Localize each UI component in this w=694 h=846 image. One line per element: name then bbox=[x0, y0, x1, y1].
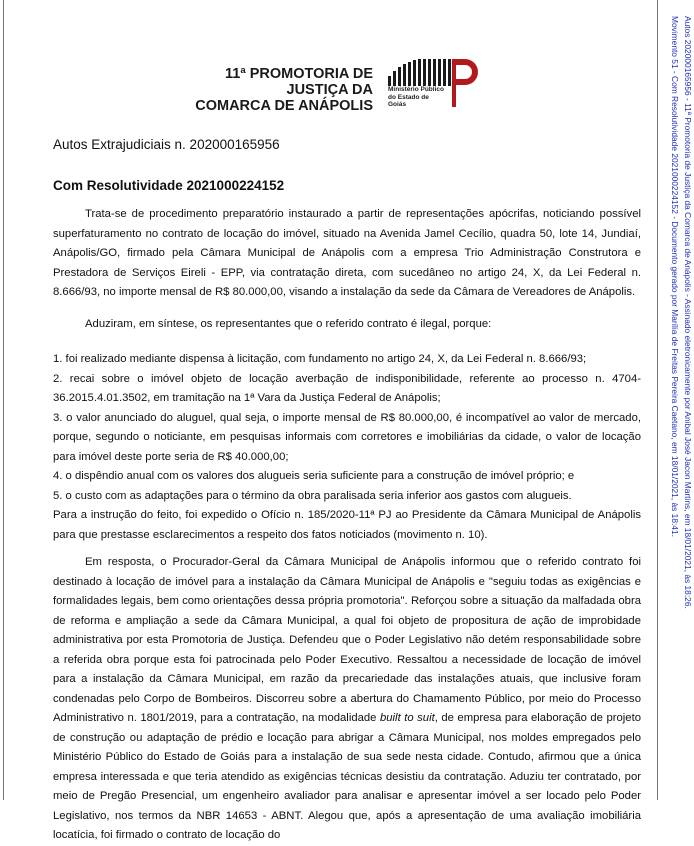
logo-caption-line2: do Estado de Goiás bbox=[388, 93, 429, 108]
resolutividade-heading: Com Resolutividade 2021000224152 bbox=[53, 178, 285, 193]
electronic-signature-stamp bbox=[664, 16, 694, 609]
logo-caption bbox=[388, 86, 448, 109]
autos-number: Autos Extrajudiciais n. 202000165956 bbox=[53, 137, 280, 152]
list-item: 1. foi realizado mediante dispensa à licitação, com fundamento no artigo 24, X, da Lei Federal n. 8.666/93; bbox=[53, 353, 587, 365]
paragraph-3: Para a instrução do feito, foi expedido o Ofício n. 185/2020-11ª PJ ao Presidente da Câmara Municipal de Anápolis para que prestasse esclarecimentos a respeito dos fatos noticiados (movimento n. 10). bbox=[53, 509, 641, 541]
page-border-left bbox=[3, 0, 4, 800]
stamp-line1: Autos 202000165956 - 11ª Promotoria de Justiça da Comarca de Anápolis - Assinado eletronicamente por Anibal José Jacon Martins, em 18/01/2021, às 18:26. bbox=[683, 16, 693, 609]
paragraph-1: Trata-se de procedimento preparatório instaurado a partir de representações apócrifas, noticiando possível superfaturamento no contrato de locação do imóvel, situado na Avenida Jamel Cecílio, quadra 50, lote 14, Jundiaí, Anápolis/GO, firmado pela Câmara Municipal de Anápolis com a empresa Trio Administração Construtora e Prestadora de Serviços Eireli - EPP, via contratação direta, com sucedâneo no artigo 24, X, da Lei Federal n. 8.666/93, no importe mensal de R$ 80.000,00, visando a instalação da sede da Câmara de Vereadores de Anápolis. bbox=[53, 208, 641, 298]
allegations-list bbox=[53, 350, 641, 545]
list-item: 4. o dispêndio anual com os valores dos alugueis seria suficiente para a construção de imóvel próprio; e bbox=[53, 470, 575, 482]
logo-caption-line1: Ministério Público bbox=[388, 86, 444, 93]
list-item: 3. o valor anunciado do aluguel, qual seja, o importe mensal de R$ 80.000,00, é incompatível ao valor de mercado, porque, segundo o noticiante, em pesquisas informais com corretores e imobiliárias da cidade, o valor de locação para imóvel deste porte seria de R$ 40.000,00; bbox=[53, 411, 641, 463]
page-border-right bbox=[657, 0, 658, 800]
promotoria-title-line1: 11ª PROMOTORIA DE JUSTIÇA DA bbox=[225, 66, 373, 98]
paragraph-2: Aduziram, em síntese, os representantes que o referido contrato é ilegal, porque: bbox=[85, 318, 492, 330]
list-item: 5. o custo com as adaptações para o término da obra paralisada seria inferior aos gastos com alugueis. bbox=[53, 489, 572, 502]
promotoria-title bbox=[160, 66, 373, 114]
promotoria-title-line2: COMARCA DE ANÁPOLIS bbox=[195, 98, 373, 114]
paragraph-4-italic: built to suit bbox=[379, 712, 435, 724]
stamp-line2: Movimento 51 - Com Resolutividade 2021000224152 - Documento gerado por Marília de Freitas Pereira Caetano, em 18/01/2021, às 18:41. bbox=[670, 16, 680, 537]
paragraph-4-text: Em resposta, o Procurador-Geral da Câmara Municipal de Anápolis informou que o referido contrato foi destinado à locação de imóvel para a instalação da Câmara Municipal de Anápolis e "seguiu todas as exigências e formalidades legais, bem como orientações dessa própria promotoria". Reforçou sobre a situação da malfadada obra de reforma e ampliação a sede da Câmara Municipal, a qual foi objeto de propositura de ação de improbidade administrativa por esta Promotoria de Justiça. Defendeu que o Poder Legislativo não detém responsabilidade sobre a referida obra porque esta foi patrocinada pelo Poder Executivo. Ressaltou a necessidade de locação de imóvel para a instalação da Câmara Municipal, em razão da precariedade das instalações atuais, que inclusive foram condenadas pelo Corpo de Bombeiros. Discorreu sobre a abertura do Chamamento Público, por meio do Processo Administrativo n. 1801/2019, para a contratação, na modalidade bbox=[53, 556, 641, 724]
paragraph-4 bbox=[53, 553, 641, 846]
list-item: 2. recai sobre o imóvel objeto de locação averbação de indisponibilidade, referente ao processo n. 4704-36.2015.4.01.3502, em tramitação na 1ª Vara da Justiça Federal de Anápolis; bbox=[53, 372, 641, 404]
paragraph-4-rest: , de empresa para elaboração de projeto de construção ou adaptação de prédio e locação para abrigar a Câmara Municipal, nos moldes empregados pelo Ministério Público do Estado de Goiás para a instalação de sua sede nesta cidade. Contudo, afirmou que a única empresa interessada e que teria atendido as exigências técnicas desistiu da contratação. Aduziu ter contratado, por meio de Pregão Presencial, um engenheiro avaliador para analisar e apresentar imóvel a ser locado pelo Poder Legislativo, nos termos da NBR 14653 - ABNT. Alegou que, após a apresentação de uma avaliação imobiliária locatícia, foi firmado o contrato de locação do bbox=[53, 712, 642, 841]
